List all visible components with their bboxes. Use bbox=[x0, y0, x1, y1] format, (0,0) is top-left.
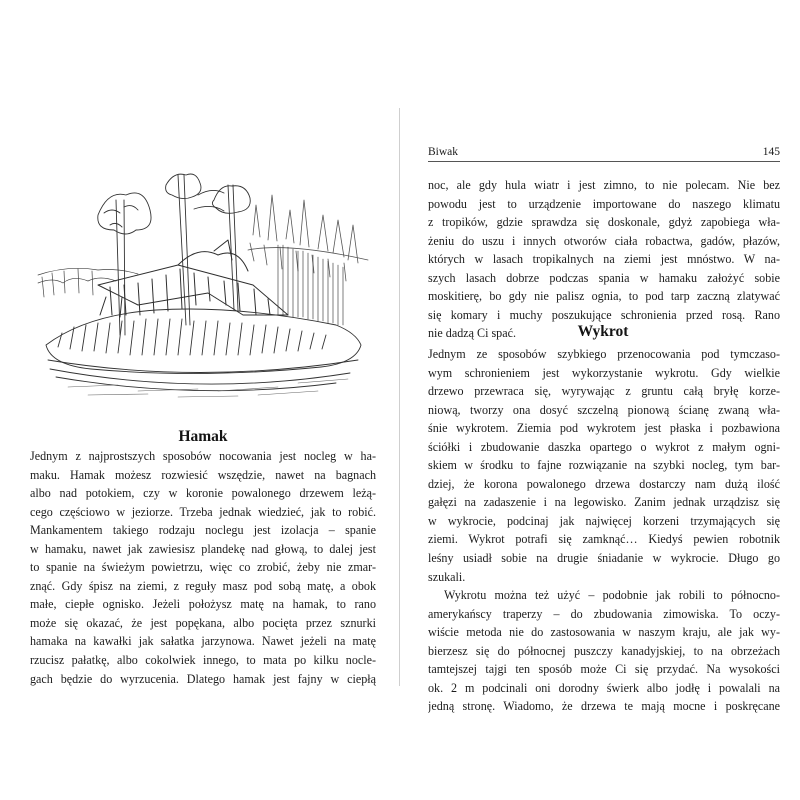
text-line: ściółki i zbudowanie daszka opartego o wykrot z małym ogni- bbox=[428, 439, 780, 454]
text-line: hamaka na kawałki jak sałatka jarzynowa. Nawet jeżeli na matę bbox=[30, 634, 376, 649]
text-line: Jednym ze sposobów szybkiego przenocowania pod tymczaso- bbox=[428, 347, 780, 361]
text-line: to spanie na świeżym powietrzu, więc co zrobić, żeby nie zmar- bbox=[30, 560, 376, 575]
text-line: wiście metoda nie do zastosowania w naszym kraju, ale jak wy- bbox=[428, 625, 780, 640]
text-line: moskitierę, bo gdy nie palisz ognia, to pod tarp zaczną zlatywać bbox=[428, 289, 780, 304]
text-line: szych lasach dobrze podczas spania w hamaku założyć sobie bbox=[428, 270, 780, 285]
text-line: gach będzie do wyrzucenia. Dlatego hamak jest fajny w ciepłą bbox=[30, 671, 376, 686]
text-line: powodu jest to urządzenie importowane do naszego klimatu bbox=[428, 196, 780, 211]
text-line: z tropików, gdzie sprawdza się doskonale, gdyż zapobiega wła- bbox=[428, 215, 780, 230]
text-line: Mankamentem takiego rodzaju noclegu jest izolacja – spanie bbox=[30, 523, 376, 538]
running-header bbox=[428, 146, 780, 162]
section-title-wykrot: Wykrot bbox=[577, 323, 629, 340]
text-line: śnie wykrotem. Ziemia pod wykrotem jest płaska i pozbawiona bbox=[428, 421, 780, 436]
text-line: amerykańscy traperzy – do zbudowania zimowiska. To oczy- bbox=[428, 606, 780, 621]
body-text-left bbox=[30, 447, 376, 688]
text-line: rzucisz pałatkę, albo cokolwiek innego, to mata po kilku nocle- bbox=[30, 653, 376, 668]
text-line: ok. 2 m podcinali oni dorodny świerk albo jodłę i powalali na bbox=[428, 680, 780, 695]
text-line: Wykrotu można też użyć – podobnie jak robili to północno- bbox=[444, 588, 780, 603]
text-line: szukali. bbox=[428, 569, 466, 584]
text-line: nie dadzą Ci spać. bbox=[428, 326, 516, 341]
text-line: których w lasach tropikalnych na ziemi jest mnóstwo. W na- bbox=[428, 252, 780, 267]
hammock-camp-sketch-icon bbox=[28, 165, 378, 405]
text-line: drzewo przewraca się, wyrywając z gruntu całą bryłę korze- bbox=[428, 384, 780, 399]
ground-mound bbox=[46, 309, 361, 391]
text-line: tamtejszej tajgi ten sposób może Ci się przydać. Na wysokości bbox=[428, 662, 780, 677]
page-number: 145 bbox=[762, 146, 780, 158]
text-line: gałęzi na zadaszenie i na legowisko. Zanim jednak urządzisz się bbox=[428, 495, 780, 510]
section-title-hamak: Hamak bbox=[178, 428, 228, 445]
body-text-right-bottom bbox=[428, 345, 780, 716]
text-line: maku. Hamak możesz rozwiesić wszędzie, nawet na bagnach bbox=[30, 467, 376, 482]
text-line: niową, tworzy ona dosyć szczelną pionową ścianę zwaną wła- bbox=[428, 402, 780, 417]
text-line: się komary i muchy poszukujące schronienia przed rosą. Rano bbox=[428, 307, 780, 322]
running-head-title: Biwak bbox=[428, 146, 459, 158]
water bbox=[68, 379, 348, 397]
text-line: w hamaku, nawet jak zawiesisz plandekę nad głową, to dalej jest bbox=[30, 541, 376, 556]
body-text-right-top bbox=[428, 176, 780, 343]
text-line: noc, ale gdy hula wiatr i jest zimno, to nie polecam. Nie bez bbox=[428, 178, 780, 192]
text-line: leśny usiadł sobie na drugie śniadanie w wykrocie. Długo go bbox=[428, 551, 780, 566]
text-line: jedną stronę. Wiadomo, że drzewa te mają mocne i poskręcane bbox=[428, 699, 780, 714]
left-treeline bbox=[38, 268, 138, 297]
right-page bbox=[402, 0, 800, 800]
left-page bbox=[0, 0, 399, 800]
page-gutter bbox=[399, 108, 400, 686]
text-line: albo nad potokiem, czy w koronie powalonego drzewem leżą- bbox=[30, 486, 376, 501]
text-line: znąć. Gdy śpisz na ziemi, z reguły masz pod sobą matę, a obok bbox=[30, 578, 376, 593]
text-line: żeniu do uszu i innych otworów ciała robactwa, gadów, płazów, bbox=[428, 233, 780, 248]
text-line: ziemi. Wykrot potrafi się zamknąć… Kiedyś pewien robotnik bbox=[428, 532, 780, 547]
text-line: dziej, że korona powalonego drzewa dostarczy nam dużą ilość bbox=[428, 476, 780, 491]
text-line: wym schronieniem jest wykorzystanie wykrotu. Gdy wielkie bbox=[428, 365, 780, 380]
shelter bbox=[98, 240, 288, 317]
text-line: skiem w środku to fajne rozwiązanie na szybki nocleg, tym bar- bbox=[428, 458, 780, 473]
text-line: w wykrocie, podcinaj jak najwięcej korzeni trzymających się bbox=[428, 513, 780, 528]
text-line: małe, ciepłe ognisko. Jeżeli położysz matę na hamak, to rano bbox=[30, 597, 376, 612]
text-line: Jednym z najprostszych sposobów nocowania jest nocleg w ha- bbox=[30, 449, 376, 463]
text-line: może się okazać, że jest popękana, albo pocięta przez sznurki bbox=[30, 615, 376, 630]
dark-woods bbox=[278, 245, 343, 325]
text-line: cego częściowo w jeziorze. Trzeba jednak wiedzieć, jak to robić. bbox=[30, 504, 376, 519]
text-line: bierzesz się do północnej puszczy kanadyjskiej, to na obrzeżach bbox=[428, 643, 780, 658]
